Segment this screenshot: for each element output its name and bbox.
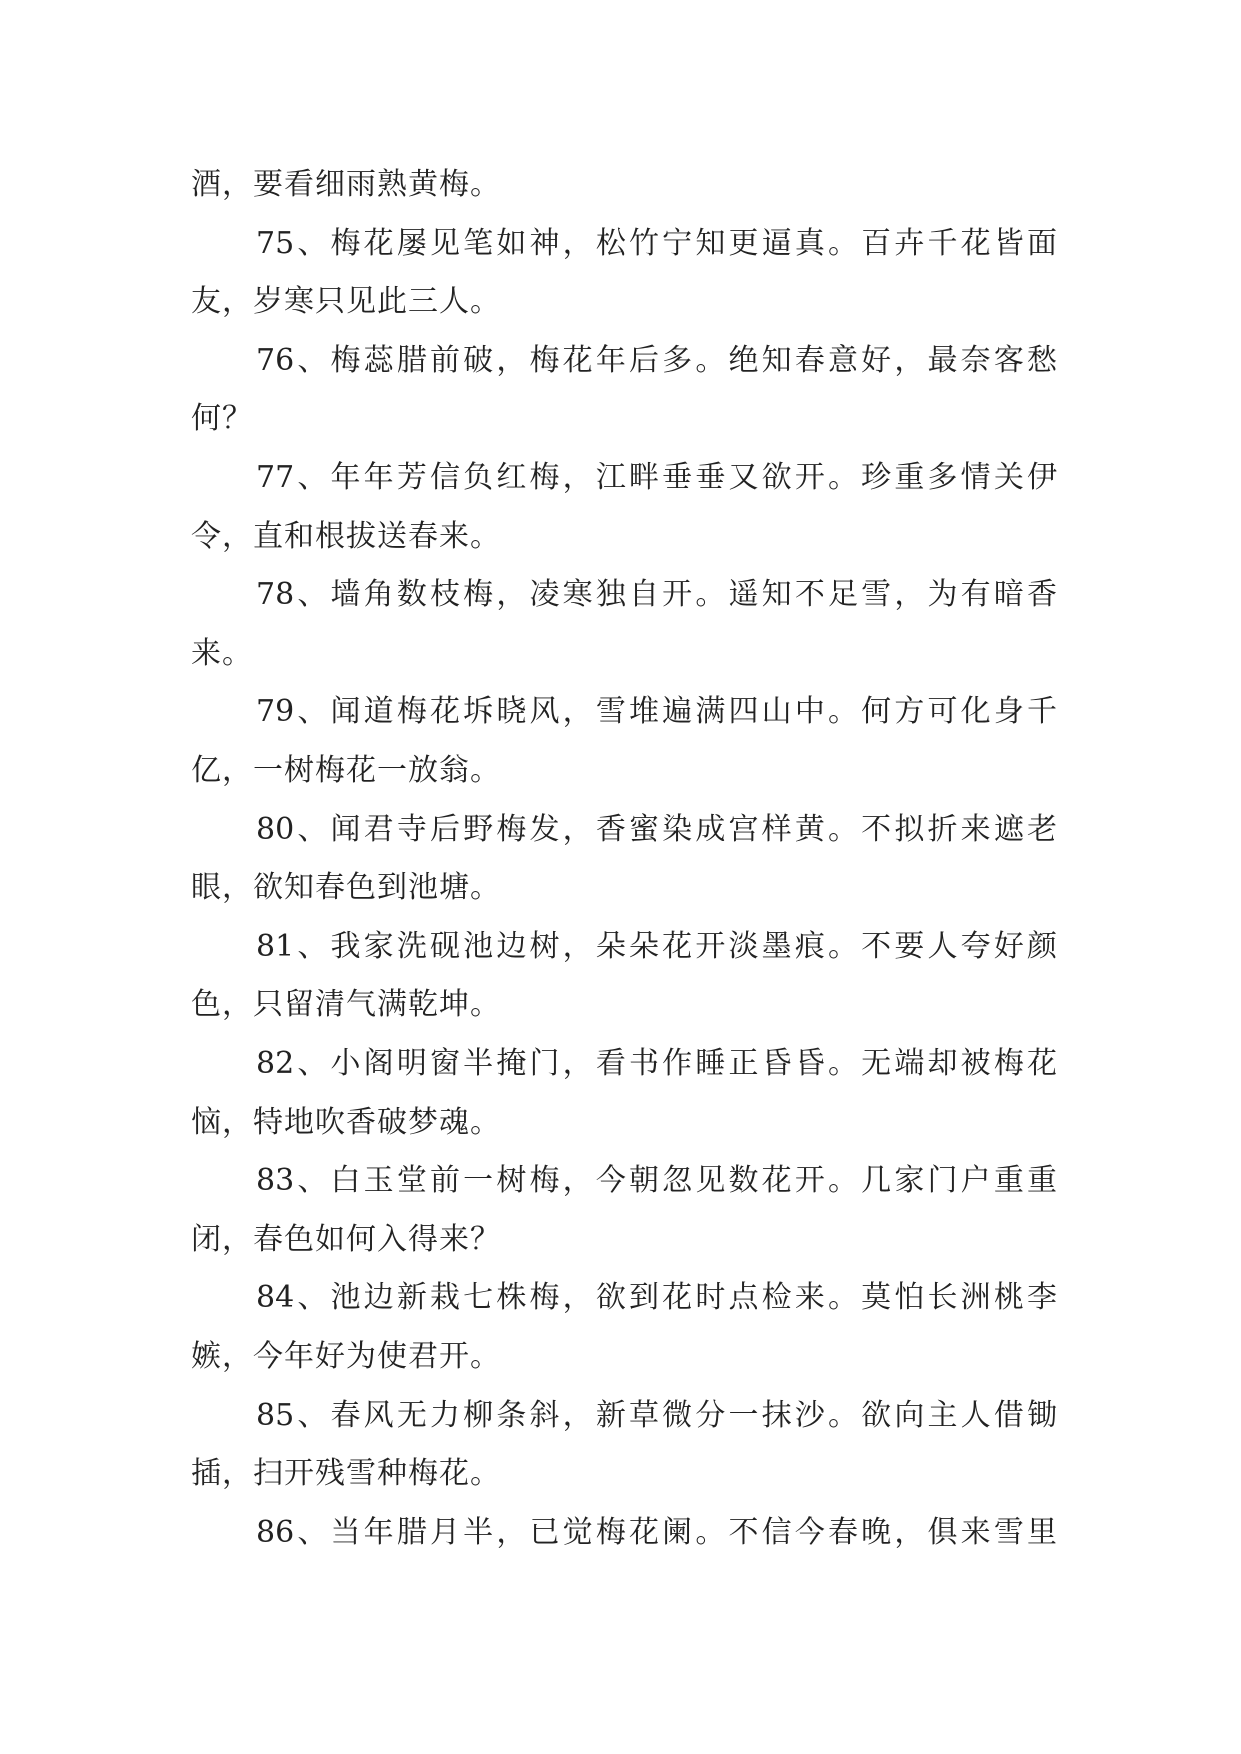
poem-81-line-2: 色，只留清气满乾坤。 [191, 987, 501, 1022]
poem-84-line-2: 嫉，今年好为使君开。 [191, 1339, 501, 1374]
poem-82-line-2: 恼，特地吹香破梦魂。 [191, 1105, 501, 1140]
poem-79-line-1: 79、闻道梅花坼晓风，雪堆遍满四山中。何方可化身千 [256, 694, 1057, 729]
poem-75-line-2: 友，岁寒只见此三人。 [191, 284, 501, 319]
poem-77-line-1: 77、年年芳信负红梅，江畔垂垂又欲开。珍重多情关伊 [256, 460, 1057, 495]
poem-81-line-1: 81、我家洗砚池边树，朵朵花开淡墨痕。不要人夸好颜 [256, 929, 1057, 964]
poem-76-line-2: 何？ [191, 401, 253, 436]
poem-76-line-1: 76、梅蕊腊前破，梅花年后多。绝知春意好，最奈客愁 [256, 343, 1057, 378]
poem-83-line-2: 闭，春色如何入得来？ [191, 1222, 501, 1257]
poem-86-line-1: 86、当年腊月半，已觉梅花阑。不信今春晚，俱来雪里 [256, 1515, 1057, 1550]
poem-79-line-2: 亿，一树梅花一放翁。 [191, 753, 501, 788]
poem-78-line-1: 78、墙角数枝梅，凌寒独自开。遥知不足雪，为有暗香 [256, 577, 1057, 612]
poem-77-line-2: 令，直和根拔送春来。 [191, 519, 501, 554]
poem-83-line-1: 83、白玉堂前一树梅，今朝忽见数花开。几家门户重重 [256, 1163, 1057, 1198]
continuation-line: 酒，要看细雨熟黄梅。 [191, 167, 501, 202]
poem-80-line-1: 80、闻君寺后野梅发，香蜜染成宫样黄。不拟折来遮老 [256, 812, 1057, 847]
poem-85-line-1: 85、春风无力柳条斜，新草微分一抹沙。欲向主人借锄 [256, 1398, 1057, 1433]
poem-82-line-1: 82、小阁明窗半掩门，看书作睡正昏昏。无端却被梅花 [256, 1046, 1057, 1081]
poem-75-line-1: 75、梅花屡见笔如神，松竹宁知更逼真。百卉千花皆面 [256, 226, 1057, 261]
poem-85-line-2: 插，扫开残雪种梅花。 [191, 1456, 501, 1491]
poem-78-line-2: 来。 [191, 636, 253, 671]
poem-84-line-1: 84、池边新栽七株梅，欲到花时点检来。莫怕长洲桃李 [256, 1280, 1057, 1315]
poem-80-line-2: 眼，欲知春色到池塘。 [191, 870, 501, 905]
